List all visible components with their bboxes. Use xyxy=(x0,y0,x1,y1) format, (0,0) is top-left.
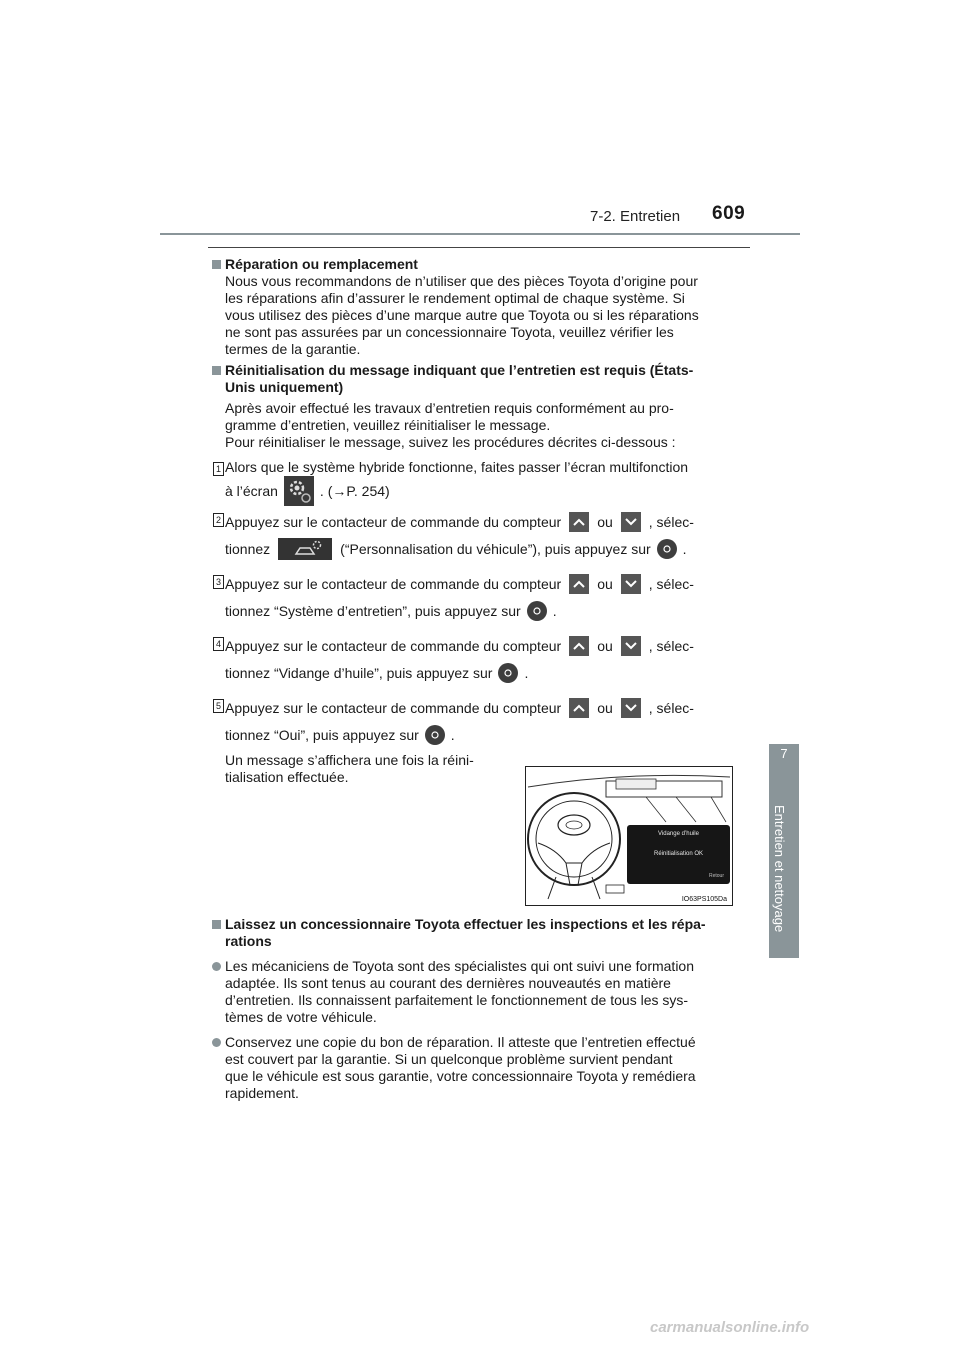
page-content xyxy=(212,256,746,786)
vehicle-customization-icon xyxy=(278,538,332,560)
reset-note: Un message s’affichera une fois la réini- tialisation effectuée. xyxy=(225,752,474,785)
watermark: carmanualsonline.info xyxy=(650,1319,810,1336)
dealer-heading: Laissez un concessionnaire Toyota effectuer les inspections et les répa- rations xyxy=(212,916,746,950)
arrow-down-icon xyxy=(621,512,641,532)
chapter-tab-number: 7 xyxy=(780,746,788,761)
ok-button-icon xyxy=(657,539,677,559)
chapter-tab-label: Entretien et nettoyage xyxy=(772,805,787,933)
page-number: 609 xyxy=(712,203,746,224)
step-2: 2 Appuyez sur le contacteur de commande du compteur ou , sélec- tionnez (“Personnalisation du véhicule”), puis appuyez sur . xyxy=(212,510,746,564)
ok-button-icon xyxy=(425,725,445,745)
dealer-bullet-1: Les mécaniciens de Toyota sont des spécialistes qui ont suivi une formation adaptée. Ils sont tenus au courant des dernières nouveautés en matière d’entretien. Ils connaissent parfaitement le fonctionnement de tous les sys- tèmes de votre véhicule. xyxy=(212,958,746,1026)
illustration-code: IO63PS105Da xyxy=(681,896,727,903)
arrow-down-icon xyxy=(621,698,641,718)
arrow-down-icon xyxy=(621,574,641,594)
round-bullet-icon xyxy=(212,962,221,971)
header-divider xyxy=(160,233,800,235)
repair-heading: Réparation ou remplacement xyxy=(212,256,746,273)
settings-screen-icon xyxy=(284,476,314,506)
step-3: 3 Appuyez sur le contacteur de commande du compteur ou , sélec- tionnez “Système d’entretien”, puis appuyez sur . xyxy=(212,572,746,626)
step-number: 1 xyxy=(213,462,224,476)
dealer-section xyxy=(212,916,746,1102)
step-1: 1 Alors que le système hybride fonctionne, faites passer l’écran multifonction à l’écran . (→P. 254) xyxy=(212,459,746,506)
step-number: 5 xyxy=(213,699,224,713)
arrow-up-icon xyxy=(569,512,589,532)
dashboard-illustration xyxy=(525,766,733,906)
ok-button-icon xyxy=(498,663,518,683)
step-5: 5 Appuyez sur le contacteur de commande du compteur ou , sélec- tionnez “Oui”, puis appuyez sur . xyxy=(212,696,746,750)
square-bullet-icon xyxy=(212,366,221,375)
ok-button-icon xyxy=(527,601,547,621)
arrow-down-icon xyxy=(621,636,641,656)
repair-paragraph: Nous vous recommandons de n’utiliser que des pièces Toyota d’origine pour les réparations afin d’assurer le rendement optimal de chaque système. Si vous utilisez des pièces d’une marque autre que Toyota ou si les réparations ne sont pas assurées par un concessionnaire Toyota, veuillez vérifier les termes de la garantie. xyxy=(225,273,699,357)
step-number: 4 xyxy=(213,637,224,651)
reset-intro: Après avoir effectué les travaux d’entretien requis conformément au pro- gramme d’entretien, veuillez réinitialiser le message. Pour réinitialiser le message, suivez les procédures décrites ci-dessous : xyxy=(225,400,676,450)
step-4: 4 Appuyez sur le contacteur de commande du compteur ou , sélec- tionnez “Vidange d’huile”, puis appuyez sur . xyxy=(212,634,746,688)
back-label: Retour xyxy=(708,873,724,879)
square-bullet-icon xyxy=(212,920,221,929)
arrow-up-icon xyxy=(569,698,589,718)
square-bullet-icon xyxy=(212,260,221,269)
multi-info-display: Vidange d’huile Réinitialisation OK Retour xyxy=(627,825,730,884)
arrow-up-icon xyxy=(569,574,589,594)
step-number: 3 xyxy=(213,575,224,589)
round-bullet-icon xyxy=(212,1038,221,1047)
dealer-bullet-2: Conservez une copie du bon de réparation. Il atteste que l’entretien effectué est couvert par la garantie. Si un quelconque problème survient pendant que le véhicule est sous garantie, votre concessionnaire Toyota y remédiera rapidement. xyxy=(212,1034,746,1102)
step-number: 2 xyxy=(213,513,224,527)
content-divider xyxy=(208,247,750,248)
arrow-up-icon xyxy=(569,636,589,656)
reset-heading: Réinitialisation du message indiquant que l’entretien est requis (États- Unis uniquement) xyxy=(212,362,746,396)
section-title: 7-2. Entretien xyxy=(590,208,681,225)
